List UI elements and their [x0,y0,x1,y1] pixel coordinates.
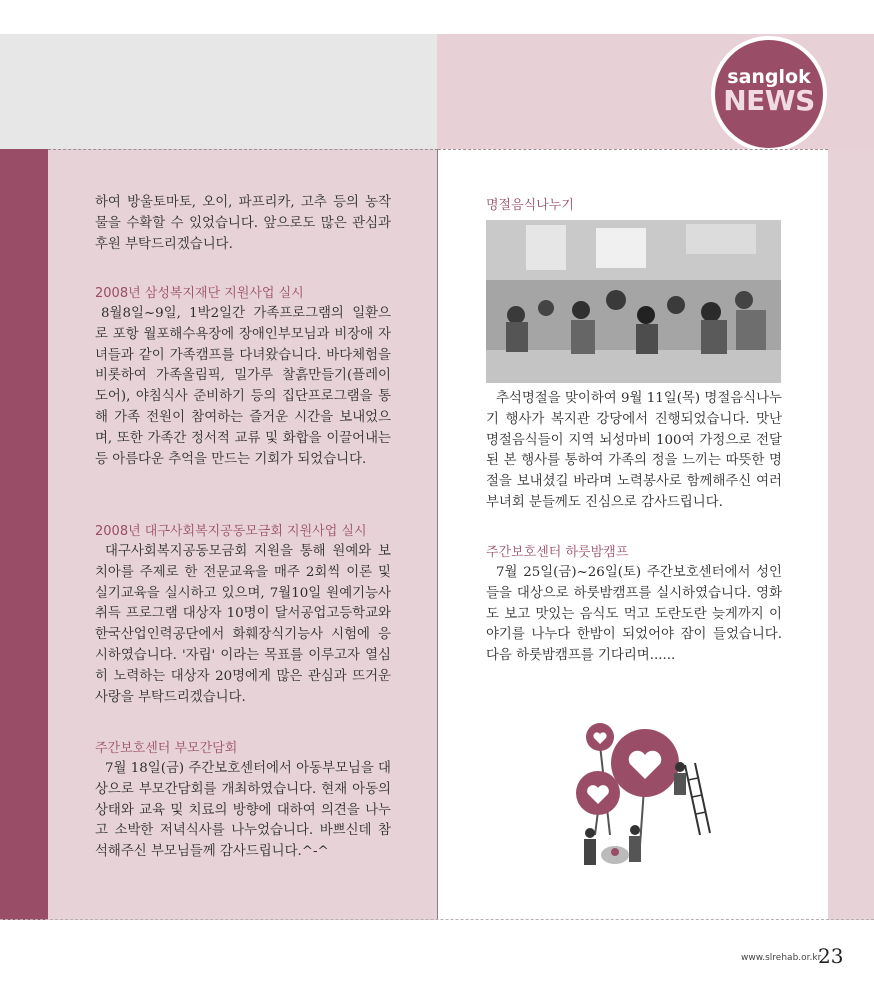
badge-line1: sanglok [727,66,811,88]
left-section-2 [95,522,391,708]
right-accent-strip [828,149,874,920]
section-heading: 명절음식나누기 [486,198,574,213]
left-section-3 [95,739,391,863]
section-body: 7월 18일(금) 주간보호센터에서 아동부모님을 대상으로 부모간담회를 개최하였습니다. 현재 아동의 상태와 교육 및 치료의 방향에 대하여 의견을 나누고 소박한 저녁식사를 나누었습니다. 바쁘신데 참석해주신 부모님들께 감사드립니다.^-^ [95,761,391,860]
left-intro-text: 하여 방울토마토, 오이, 파프리카, 고추 등의 농작물을 수확할 수 있었습니다. 앞으로도 많은 관심과 후원 부탁드리겠습니다. [95,195,391,252]
section-body: 8월8일~9일, 1박2일간 가족프로그램의 일환으로 포항 월포해수욕장에 장애인부모님과 비장애 자녀들과 같이 가족캠프를 다녀왔습니다. 바다체험을 비롯하여 가족올림픽, 밀가루 찰흙만들기(플레이 도어), 야침식사 준비하기 등의 집단프로그램을 통해 가족 전원이 참여하는 즐거운 시간을 보내었으며, 또한 가족간 정서적 교류 및 화합을 이끌어내는 등 아름다운 추억을 만드는 기회가 되었습니다. [95,306,391,467]
section-body: 7월 25일(금)~26일(토) 주간보호센터에서 성인들을 대상으로 하룻밤캠프를 실시하였습니다. 영화도 보고 맛있는 음식도 먹고 도란도란 늦게까지 이야기를 나누다 한밤이 되었어야 잠이 들었습니다. 다음 하룻밤캠프를 기다리며...... [486,565,782,664]
left-accent-strip [0,149,48,920]
section-heading: 주간보호센터 부모간담회 [95,741,238,756]
left-section-1 [95,284,391,470]
badge-line2: NEWS [723,84,815,117]
header-band-left [0,34,437,149]
right-section-1-body-wrap [486,389,782,514]
page-number: 23 [818,944,844,968]
section-heading: 2008년 대구사회복지공동모금회 지원사업 실시 [95,524,367,539]
right-section-2 [486,543,782,667]
section-body: 추석명절을 맞이하여 9월 11일(목) 명절음식나누기 행사가 복지관 강당에서 진행되었습니다. 맛난 명절음식들이 지역 뇌성마비 100여 가정으로 전달된 본 행사를 통하여 가족의 정을 느끼는 따뜻한 명절을 보내셨길 바라며 노력봉사로 함께해주신 여러 부녀회 분들께도 진심으로 감사드립니다. [486,391,782,510]
section-heading: 주간보호센터 하룻밤캠프 [486,545,629,560]
footer-url: www.slrehab.or.kr [741,953,822,963]
right-section-1-heading-wrap [486,196,782,216]
section-body: 대구사회복지공동모금회 지원을 통해 원예와 보치아를 주제로 한 전문교육을 매주 2회씩 이론 및 실기교육을 실시하고 있으며, 7월10일 원예기능사 취득 프로그램 대상자 10명이 달서공업고등학교와 한국산업인력공단에서 화훼장식기능사 시험에 응시하였습니다. '자립' 이라는 목표를 이루고자 열심히 노력하는 대상자 20명에게 많은 관심과 뜨거운 사랑을 부탁드리겠습니다. [95,544,391,705]
event-photo [486,220,781,383]
bottom-divider [0,919,874,920]
sanglok-news-badge [711,36,827,152]
left-intro [95,193,391,255]
section-heading: 2008년 삼성복지재단 지원사업 실시 [95,286,304,301]
heart-balloons-illustration [560,715,730,875]
